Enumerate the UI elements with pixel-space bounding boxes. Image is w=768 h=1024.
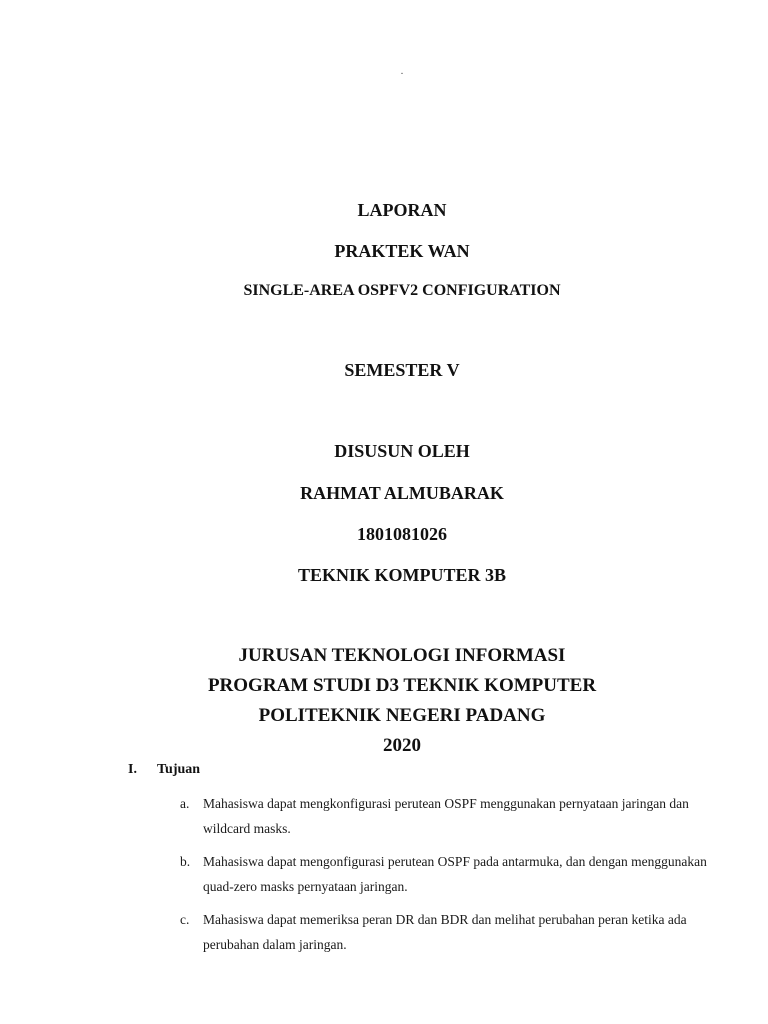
student-id: 1801081026	[357, 524, 447, 544]
author-heading: DISUSUN OLEH	[334, 441, 470, 461]
list-marker: a.	[180, 796, 190, 811]
report-subtitle: PRAKTEK WAN	[334, 241, 470, 261]
semester-label: SEMESTER V	[344, 360, 460, 380]
list-marker: b.	[180, 854, 191, 869]
list-item-text: Mahasiswa dapat memeriksa peran DR dan BDR dan melihat perubahan peran ketika ada perubahan dalam jaringan.	[203, 912, 687, 952]
list-marker: c.	[180, 912, 190, 927]
report-title: LAPORAN	[357, 200, 447, 220]
section-heading	[128, 762, 200, 778]
list-item	[180, 849, 720, 899]
list-item	[180, 907, 720, 957]
program-name: PROGRAM STUDI D3 TEKNIK KOMPUTER	[207, 675, 597, 696]
department-name: JURUSAN TEKNOLOGI INFORMASI	[238, 645, 566, 666]
list-item-text: Mahasiswa dapat mengonfigurasi perutean OSPF pada antarmuka, dan dengan menggunakan quad-zero masks pernyataan jaringan.	[203, 854, 707, 894]
class-name: TEKNIK KOMPUTER 3B	[297, 565, 507, 585]
section-number: I.	[128, 762, 137, 777]
author-name: RAHMAT ALMUBARAK	[300, 483, 504, 503]
report-year: 2020	[383, 735, 421, 756]
report-topic: SINGLE-AREA OSPFV2 CONFIGURATION	[243, 282, 561, 299]
section-title: Tujuan	[157, 762, 201, 777]
list-item	[180, 791, 720, 841]
list-item-text: Mahasiswa dapat mengkonfigurasi perutean OSPF menggunakan pernyataan jaringan dan wildcard masks.	[203, 796, 689, 836]
header-dot: .	[400, 66, 404, 77]
institution-name: POLITEKNIK NEGERI PADANG	[258, 705, 546, 726]
